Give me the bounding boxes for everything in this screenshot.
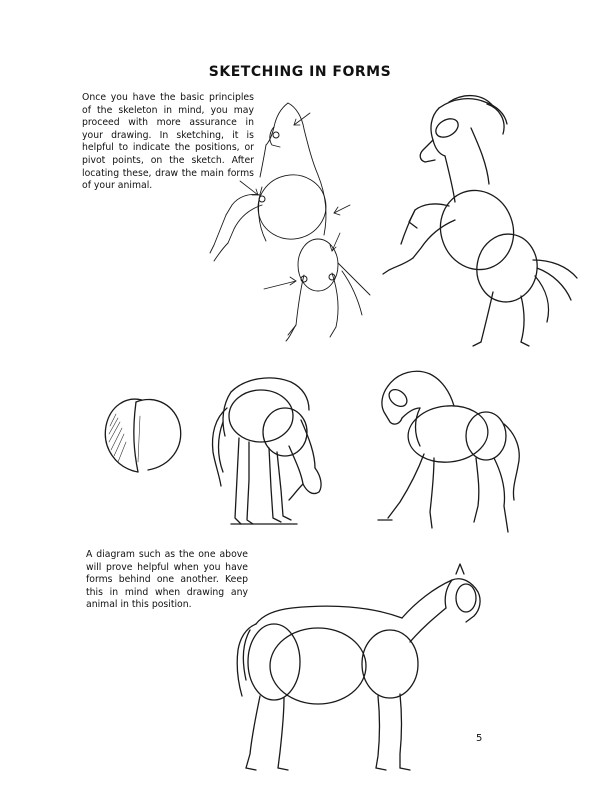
horse-bowed-neck-sketch: [368, 362, 528, 542]
diagram-note-paragraph: A diagram such as the one above will prove helpful when you have forms behind one another. Keep this in mind when drawing any animal in this position.: [86, 549, 248, 611]
overlapping-forms-diagram: [96, 392, 196, 482]
page-title: SKETCHING IN FORMS: [208, 64, 392, 80]
rearing-horse-forms-sketch: [375, 92, 585, 352]
grazing-horse-front-sketch: [205, 368, 335, 533]
rearing-horse-pivot-sketch: [200, 95, 375, 345]
page-number: 5: [476, 733, 483, 744]
intro-paragraph: Once you have the basic principles of the skeleton in mind, you may proceed with more assurance in your drawing. In sketching, it is helpful to indicate the positions, or pivot points, on the sketch. After locating these, draw the main forms of your animal.: [82, 92, 254, 192]
standing-horse-forms-sketch: [230, 558, 492, 776]
